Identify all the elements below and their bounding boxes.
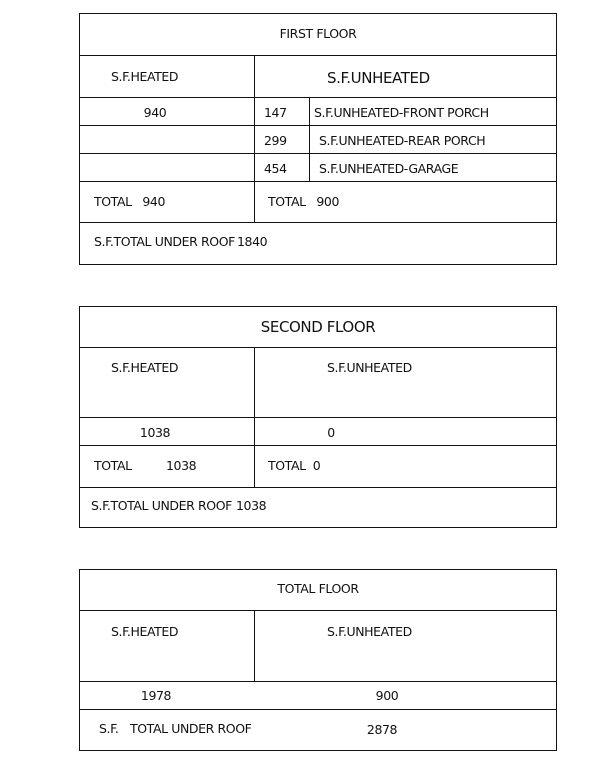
- first-floor-unheated-label: S.F.UNHEATED-GARAGE: [319, 161, 459, 176]
- second-floor-total-heated-label: TOTAL: [94, 458, 132, 473]
- first-floor-unheated-label: S.F.UNHEATED-FRONT PORCH: [314, 105, 489, 120]
- first-floor-table: [79, 13, 557, 265]
- first-floor-unheated-value: 454: [264, 161, 287, 176]
- first-floor-unheated-value: 147: [264, 105, 287, 120]
- second-floor-header-row: [80, 347, 556, 417]
- first-floor-under-roof-label: S.F.TOTAL UNDER ROOF: [94, 234, 235, 249]
- total-floor-divider: [254, 610, 255, 681]
- first-floor-total-unheated: TOTAL 900: [268, 194, 340, 209]
- second-floor-heated-value: 1038: [139, 425, 171, 440]
- second-floor-unheated-header: S.F.UNHEATED: [327, 360, 412, 375]
- second-floor-title: SECOND FLOOR: [260, 318, 376, 336]
- second-floor-heated-header: S.F.HEATED: [111, 360, 179, 375]
- second-floor-total-heated-value: 1038: [166, 458, 197, 473]
- first-floor-unheated-label: S.F.UNHEATED-REAR PORCH: [319, 133, 486, 148]
- total-floor-under-roof-value: 2878: [366, 722, 398, 737]
- second-floor-total-unheated: TOTAL 0: [268, 458, 321, 473]
- total-floor-title: TOTAL FLOOR: [277, 581, 359, 596]
- total-floor-unheated-header: S.F.UNHEATED: [327, 624, 412, 639]
- first-floor-row-3: [80, 153, 556, 181]
- total-floor-under-roof-label-prefix: S.F.: [99, 721, 119, 736]
- first-floor-value-divider: [309, 97, 310, 181]
- first-floor-total-heated: TOTAL 940: [94, 194, 166, 209]
- first-floor-heated-header: S.F.HEATED: [111, 69, 179, 84]
- second-floor-under-roof-label: S.F.TOTAL UNDER ROOF: [91, 498, 232, 513]
- first-floor-unheated-value: 299: [264, 133, 287, 148]
- second-floor-under-roof-value: 1038: [236, 498, 267, 513]
- second-floor-divider: [254, 347, 255, 487]
- total-floor-unheated-value: 900: [375, 688, 399, 703]
- first-floor-unheated-header: S.F.UNHEATED: [327, 69, 430, 87]
- total-floor-under-roof-label: TOTAL UNDER ROOF: [130, 721, 252, 736]
- total-floor-heated-value: 1978: [140, 688, 172, 703]
- first-floor-divider: [254, 55, 255, 222]
- second-floor-unheated-value: 0: [327, 425, 335, 440]
- total-floor-table: [79, 569, 557, 751]
- first-floor-under-roof-value: 1840: [237, 234, 268, 249]
- first-floor-title: FIRST FLOOR: [279, 26, 357, 41]
- total-floor-heated-header: S.F.HEATED: [111, 624, 179, 639]
- first-floor-heated-value: 940: [143, 105, 167, 120]
- total-floor-header-row: [80, 610, 556, 681]
- second-floor-table: [79, 306, 557, 528]
